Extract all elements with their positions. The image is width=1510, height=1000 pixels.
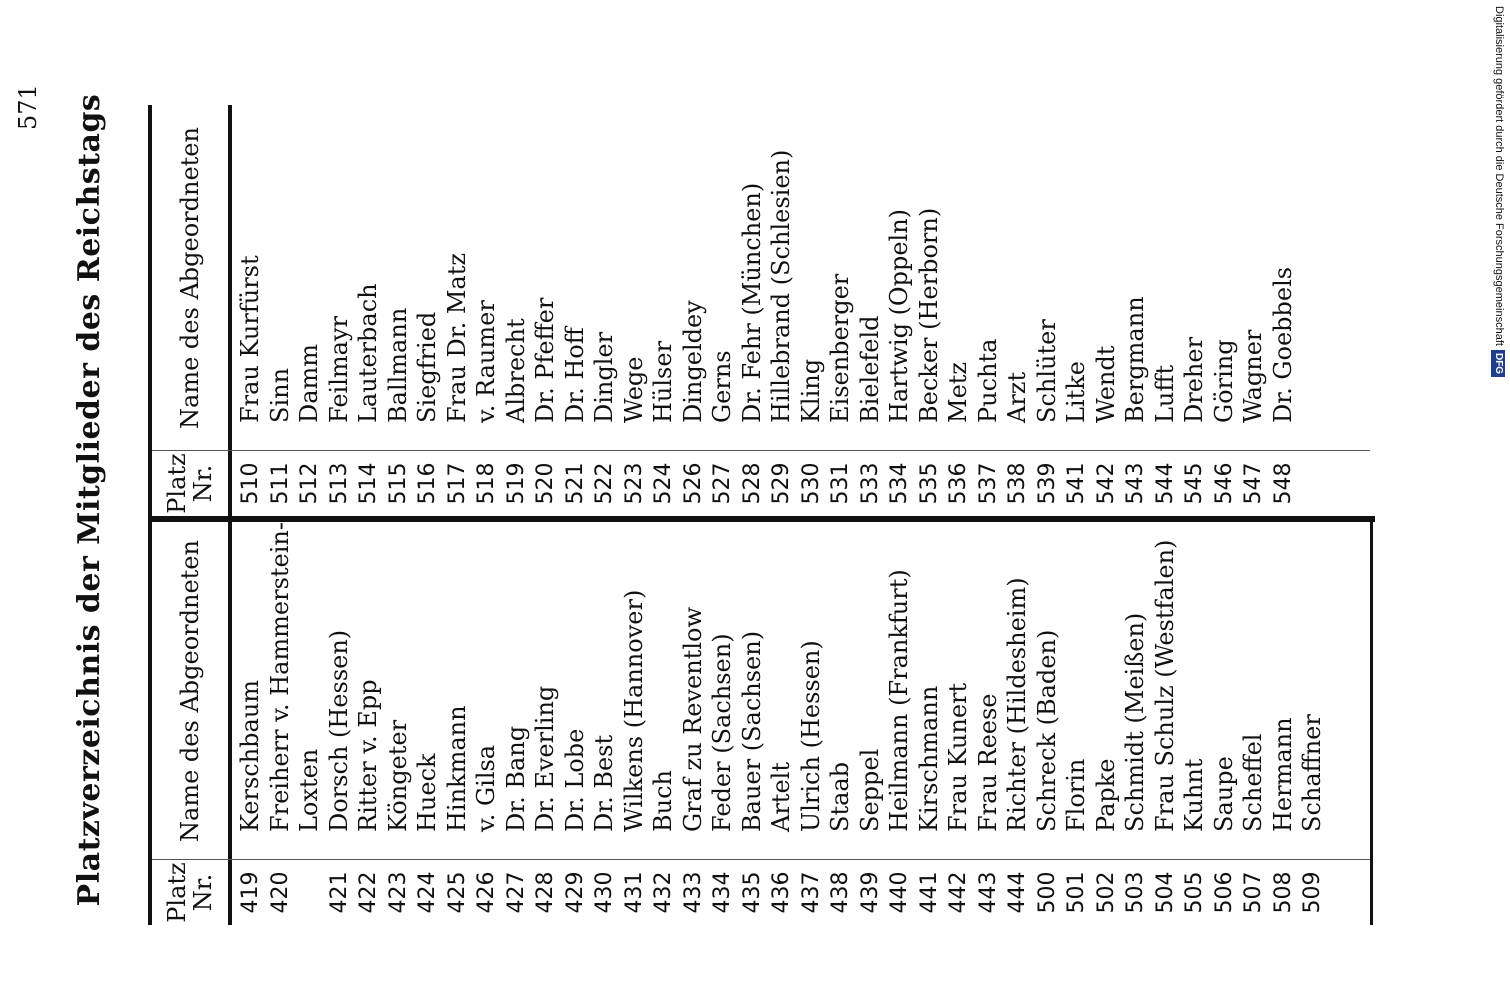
table-row — [826, 105, 856, 516]
member-name: Artelt — [767, 762, 795, 832]
member-name: Becker (Herborn) — [914, 207, 943, 423]
member-name: Frau Kurfürst — [236, 255, 264, 423]
place-number: 436 — [769, 871, 794, 914]
table-row — [944, 105, 974, 516]
table-row — [236, 105, 266, 516]
table-row — [1151, 105, 1181, 516]
member-name: Dingeldey — [678, 300, 707, 423]
member-name: Dr. Bang — [501, 725, 530, 832]
place-number: 544 — [1152, 462, 1178, 505]
table-row — [649, 522, 679, 925]
table-row — [502, 522, 532, 925]
table-row — [856, 105, 886, 516]
member-name: Wilkens (Hannover) — [619, 589, 648, 832]
right-table-body — [236, 105, 1298, 516]
place-number: 423 — [385, 871, 411, 914]
member-name: Dr. Everling — [531, 685, 559, 832]
member-name: Gerns — [708, 350, 736, 423]
member-name: Dorsch (Hessen) — [324, 629, 353, 832]
table-top-rule — [148, 105, 152, 925]
left-table-body — [236, 522, 1328, 925]
member-name: Dr. Goebbels — [1268, 266, 1297, 423]
member-name: Schlüter — [1032, 319, 1061, 423]
member-name: Schaffner — [1298, 714, 1326, 832]
table-row — [738, 522, 768, 925]
place-number: 519 — [503, 462, 529, 505]
table-row — [1151, 522, 1181, 925]
member-name: Wagner — [1239, 329, 1267, 423]
table-row — [1239, 522, 1269, 925]
table-row — [354, 105, 384, 516]
member-name: Kuhnt — [1180, 758, 1208, 832]
place-number: 424 — [415, 871, 440, 914]
place-number: 524 — [651, 462, 676, 505]
member-name: Kerschbaum — [236, 679, 264, 832]
place-number: 426 — [474, 871, 499, 914]
member-name: Köngeter — [383, 719, 412, 832]
member-name: Hülser — [649, 340, 677, 423]
place-number: 533 — [857, 462, 883, 505]
table-row — [384, 522, 414, 925]
place-number: 529 — [769, 462, 794, 505]
table-row — [856, 522, 886, 925]
place-number: 542 — [1093, 462, 1119, 505]
table-row — [1210, 522, 1240, 925]
member-name: Arzt — [1003, 371, 1031, 423]
place-number: 511 — [267, 462, 293, 505]
place-number: 518 — [474, 462, 499, 505]
member-name: Frau Schulz (Westfalen) — [1150, 539, 1179, 832]
place-number: 419 — [238, 871, 263, 914]
table-row — [797, 105, 827, 516]
member-name: Ulrich (Hessen) — [796, 640, 825, 832]
member-name: Dr. Best — [590, 734, 618, 832]
place-number: 428 — [533, 871, 558, 914]
table-row — [236, 522, 266, 925]
header-name-left: Name des Abgeordneten — [176, 540, 204, 842]
place-number: 437 — [798, 871, 824, 914]
member-name: Heilmann (Frankfurt) — [885, 569, 913, 832]
member-name: Hillebrand (Schlesien) — [767, 149, 795, 423]
member-name: Bergmann — [1121, 296, 1149, 423]
table-row — [708, 105, 738, 516]
place-number: 438 — [828, 871, 853, 914]
member-name: Staab — [826, 761, 854, 832]
member-name: Feilmayr — [324, 316, 353, 423]
page-title: Platzverzeichnis der Mitglieder des Reichstags — [72, 93, 107, 907]
table-row — [797, 522, 827, 925]
place-number: 522 — [592, 462, 617, 505]
table-row — [413, 522, 443, 925]
member-name: Sinn — [265, 367, 294, 423]
member-name: Florin — [1062, 758, 1090, 832]
member-name: Albrecht — [501, 318, 530, 423]
table-row — [443, 522, 473, 925]
member-name: Frau Kunert — [944, 682, 972, 832]
table-row — [738, 105, 768, 516]
table-row — [295, 522, 325, 925]
member-name: Lufft — [1150, 364, 1179, 423]
place-number: 427 — [503, 871, 529, 914]
place-number: 517 — [444, 462, 470, 505]
place-number: 515 — [385, 462, 411, 505]
place-number: 545 — [1182, 462, 1207, 505]
place-number: 501 — [1064, 871, 1089, 914]
member-name: Ballmann — [383, 307, 412, 423]
member-name: Feder (Sachsen) — [708, 633, 736, 832]
table-row — [620, 522, 650, 925]
member-name: Freiherr v. Hammerstein- — [265, 522, 294, 833]
member-name: Hueck — [413, 753, 441, 832]
table-row — [590, 105, 620, 516]
member-name: Damm — [295, 343, 323, 423]
table-row — [915, 522, 945, 925]
page-number: 571 — [14, 84, 42, 130]
place-number: 500 — [1034, 871, 1060, 914]
place-number: 547 — [1241, 462, 1266, 505]
member-name: Dingler — [590, 331, 618, 423]
place-number: 535 — [916, 462, 942, 505]
place-number — [295, 860, 325, 925]
table-row — [679, 522, 709, 925]
place-number: 435 — [739, 871, 765, 914]
table-row — [384, 105, 414, 516]
member-name: Kirschmann — [914, 685, 943, 832]
member-name: Puchta — [973, 338, 1002, 423]
place-number: 444 — [1005, 871, 1030, 914]
place-number: 514 — [356, 462, 381, 505]
table-row — [354, 522, 384, 925]
member-name: Frau Reese — [973, 693, 1002, 832]
place-number: 443 — [975, 871, 1001, 914]
member-name: Litke — [1062, 360, 1090, 423]
table-row — [1092, 105, 1122, 516]
place-number: 537 — [975, 462, 1001, 505]
header-place-left: Platz Nr. — [163, 862, 217, 923]
place-number: 520 — [533, 462, 558, 505]
member-name: Seppel — [855, 748, 884, 832]
table-row — [1003, 522, 1033, 925]
place-number: 433 — [680, 871, 706, 914]
place-number: 442 — [946, 871, 971, 914]
place-number: 509 — [1300, 871, 1325, 914]
table-row — [561, 522, 591, 925]
place-number: 531 — [828, 462, 853, 505]
place-number: 538 — [1005, 462, 1030, 505]
member-name: Wege — [619, 356, 648, 423]
place-number: 440 — [887, 871, 912, 914]
place-number: 432 — [651, 871, 676, 914]
place-number: 439 — [857, 871, 883, 914]
table-row — [561, 105, 591, 516]
place-number: 429 — [562, 871, 588, 914]
place-number: 441 — [916, 871, 942, 914]
place-number: 539 — [1034, 462, 1060, 505]
member-name: Saupe — [1209, 756, 1238, 832]
table-row — [915, 105, 945, 516]
place-number: 421 — [326, 871, 352, 914]
table-row — [266, 105, 296, 516]
place-number: 536 — [946, 462, 971, 505]
place-number: 512 — [297, 462, 322, 505]
member-name: Dr. Lobe — [560, 728, 589, 832]
funding-note — [1488, 6, 1506, 966]
place-number: 513 — [326, 462, 352, 505]
place-number: 502 — [1093, 871, 1119, 914]
table-row — [590, 522, 620, 925]
place-number: 526 — [680, 462, 706, 505]
member-name: Hermann — [1268, 717, 1297, 832]
table-row — [708, 522, 738, 925]
table-row — [679, 105, 709, 516]
member-name: v. Gilsa — [472, 744, 500, 832]
table-row — [472, 105, 502, 516]
table-row — [1121, 105, 1151, 516]
member-name: Eisenberger — [826, 273, 854, 423]
table-row — [413, 105, 443, 516]
member-name: Lauterbach — [354, 283, 382, 423]
table-row — [1033, 522, 1063, 925]
table-row — [974, 522, 1004, 925]
place-number: 521 — [562, 462, 588, 505]
header-place-right: Platz Nr. — [163, 453, 217, 514]
table-row — [1210, 105, 1240, 516]
member-name: Dreher — [1180, 336, 1208, 423]
member-name: Hinkmann — [442, 705, 471, 832]
table-row — [1092, 522, 1122, 925]
place-number: 425 — [444, 871, 470, 914]
place-number: 528 — [739, 462, 765, 505]
place-number: 510 — [238, 462, 263, 505]
place-number: 548 — [1270, 462, 1296, 505]
member-name: Wendt — [1091, 345, 1120, 423]
funding-note-text: Digitalisierung gefördert durch die Deutsche Forschungsgemeinschaft — [1493, 6, 1505, 346]
table-row — [1269, 105, 1299, 516]
table-row — [531, 105, 561, 516]
place-number: 506 — [1211, 871, 1237, 914]
table-end-rule — [1370, 522, 1373, 925]
member-name: Graf zu Reventlow — [678, 607, 707, 832]
member-name: Bielefeld — [855, 315, 884, 423]
table-row — [767, 105, 797, 516]
place-number: 505 — [1182, 871, 1207, 914]
place-number: 422 — [356, 871, 381, 914]
member-name: Schmidt (Meißen) — [1121, 612, 1149, 832]
member-name: Göring — [1209, 339, 1238, 423]
place-number: 420 — [267, 871, 293, 914]
table-row — [1180, 105, 1210, 516]
table-row — [1298, 522, 1328, 925]
member-name: Ritter v. Epp — [354, 679, 382, 832]
header-name-right: Name des Abgeordneten — [176, 127, 204, 429]
member-name: Metz — [944, 361, 972, 423]
member-name: Richter (Hildesheim) — [1003, 577, 1031, 832]
member-name: Dr. Hoff — [560, 327, 589, 423]
member-name: Dr. Pfeffer — [531, 297, 559, 423]
place-number: 434 — [710, 871, 735, 914]
table-row — [1239, 105, 1269, 516]
table-row — [1062, 522, 1092, 925]
dfg-logo: DFG — [1491, 350, 1505, 377]
table-row — [1003, 105, 1033, 516]
member-name: Scheffel — [1239, 733, 1267, 832]
place-number: 504 — [1152, 871, 1178, 914]
member-name: Siegfried — [413, 311, 441, 423]
table-header-rule — [228, 105, 232, 925]
member-name: Kling — [796, 358, 825, 423]
table-row — [266, 522, 296, 925]
place-number: 541 — [1064, 462, 1089, 505]
place-number: 523 — [621, 462, 647, 505]
table-row — [944, 522, 974, 925]
place-number: 507 — [1241, 871, 1266, 914]
place-number: 530 — [798, 462, 824, 505]
table-row — [1033, 105, 1063, 516]
table-row — [325, 105, 355, 516]
table-row — [885, 522, 915, 925]
table-row — [472, 522, 502, 925]
member-name: Frau Dr. Matz — [442, 252, 471, 423]
table-row — [767, 522, 797, 925]
member-name: Schreck (Baden) — [1032, 629, 1061, 832]
table-row — [443, 105, 473, 516]
table-row — [1062, 105, 1092, 516]
place-number: 431 — [621, 871, 647, 914]
place-number: 516 — [415, 462, 440, 505]
place-number: 543 — [1123, 462, 1148, 505]
place-number: 527 — [710, 462, 735, 505]
table-row — [885, 105, 915, 516]
place-number: 508 — [1270, 871, 1296, 914]
table-row — [325, 522, 355, 925]
member-name: v. Raumer — [472, 300, 500, 423]
table-row — [531, 522, 561, 925]
place-number: 534 — [887, 462, 912, 505]
table-row — [502, 105, 532, 516]
member-name: Hartwig (Oppeln) — [885, 208, 913, 423]
table-row — [974, 105, 1004, 516]
table-row — [620, 105, 650, 516]
table-row — [1180, 522, 1210, 925]
place-number: 503 — [1123, 871, 1148, 914]
table-row — [1269, 522, 1299, 925]
member-name: Papke — [1091, 758, 1120, 832]
table-row — [295, 105, 325, 516]
member-name: Loxten — [295, 748, 323, 832]
place-number: 430 — [592, 871, 617, 914]
table-row — [649, 105, 679, 516]
table-row — [826, 522, 856, 925]
place-number: 546 — [1211, 462, 1237, 505]
member-name: Buch — [649, 770, 677, 832]
table-row — [1121, 522, 1151, 925]
member-name: Dr. Fehr (München) — [737, 182, 766, 423]
member-name: Bauer (Sachsen) — [737, 630, 766, 832]
